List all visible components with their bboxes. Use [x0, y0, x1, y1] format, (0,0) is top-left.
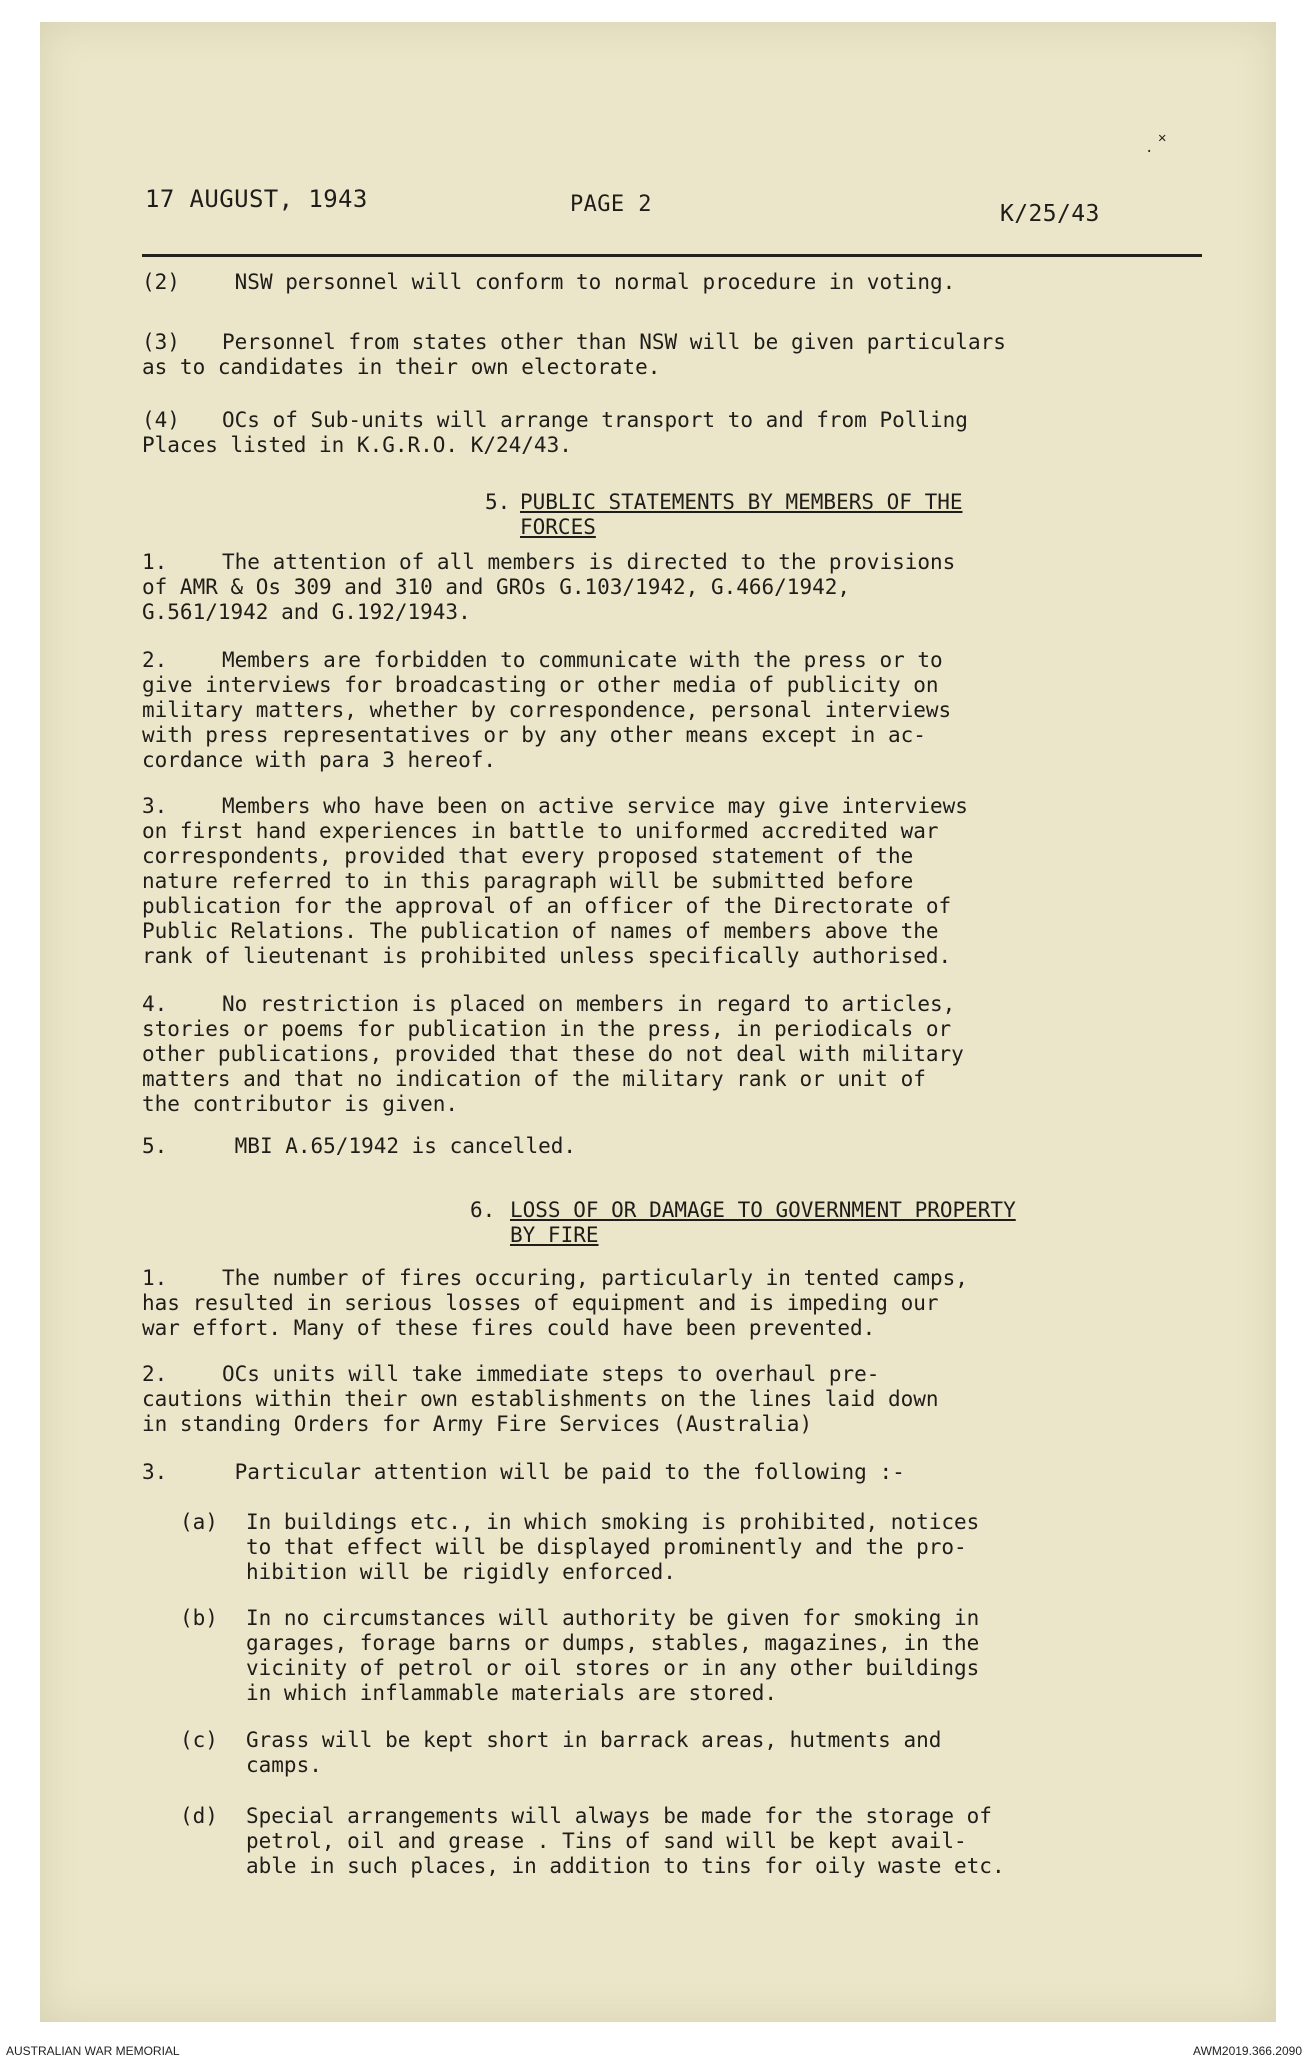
para-number: 4.	[142, 992, 168, 1016]
subitem-text: to that effect will be displayed prominently and the pro-	[246, 1535, 967, 1559]
subitem-number: (c)	[180, 1728, 218, 1752]
archive-footer	[0, 2038, 1308, 2061]
para-text: OCs units will take immediate steps to overhaul pre-	[222, 1362, 880, 1386]
para-text: war effort. Many of these fires could have been prevented.	[142, 1316, 876, 1340]
item-number: (3)	[142, 330, 180, 354]
para-text: has resulted in serious losses of equipment and is impeding our	[142, 1291, 939, 1315]
subitem-number: (b)	[180, 1606, 218, 1630]
section-5-para-4	[142, 992, 964, 1117]
para-text: the contributor is given.	[142, 1092, 459, 1116]
subitem-a	[180, 1510, 979, 1585]
para-number: 3.	[142, 794, 168, 818]
section-6-para-1	[142, 1266, 968, 1341]
para-text: G.561/1942 and G.192/1943.	[142, 600, 471, 624]
subitem-text: in which inflammable materials are stored.	[246, 1681, 778, 1705]
para-text: of AMR & Os 309 and 310 and GROs G.103/1942, G.466/1942,	[142, 575, 851, 599]
subitem-text: vicinity of petrol or oil stores or in any other buildings	[246, 1656, 980, 1680]
para-text: The attention of all members is directed to the provisions	[222, 550, 956, 574]
para-text: military matters, whether by correspondence, personal interviews	[142, 698, 952, 722]
para-text: other publications, provided that these do not deal with military	[142, 1042, 964, 1066]
section-6-number: 6.	[470, 1198, 496, 1222]
para-text: in standing Orders for Army Fire Services (Australia)	[142, 1412, 813, 1436]
document-page	[40, 22, 1276, 2022]
subitem-number: (a)	[180, 1510, 218, 1534]
subitem-b	[180, 1606, 979, 1706]
para-text: on first hand experiences in battle to uniformed accredited war	[142, 819, 939, 843]
para-text: with press representatives or by any other means except in ac-	[142, 723, 926, 747]
margin-mark: ·	[1145, 144, 1154, 160]
header-rule	[142, 254, 1202, 257]
voting-item-3	[142, 330, 1006, 380]
para-text: Particular attention will be paid to the following :-	[234, 1460, 905, 1484]
para-text: rank of lieutenant is prohibited unless specifically authorised.	[142, 944, 952, 968]
archive-id: AWM2019.366.2090	[1193, 2044, 1302, 2058]
subitem-c	[180, 1728, 941, 1778]
section-6-title-line-2: BY FIRE	[510, 1223, 599, 1247]
para-text: Members who have been on active service may give interviews	[222, 794, 968, 818]
para-text: Public Relations. The publication of names of members above the	[142, 919, 939, 943]
item-number: (4)	[142, 408, 180, 432]
para-text: matters and that no indication of the military rank or unit of	[142, 1067, 926, 1091]
archive-name: AUSTRALIAN WAR MEMORIAL	[6, 2044, 180, 2058]
para-text: The number of fires occuring, particularly in tented camps,	[222, 1266, 968, 1290]
para-number: 1.	[142, 550, 168, 574]
para-text: nature referred to in this paragraph will be submitted before	[142, 869, 914, 893]
para-text: MBI A.65/1942 is cancelled.	[234, 1134, 577, 1158]
item-text: OCs of Sub-units will arrange transport to and from Polling	[222, 408, 968, 432]
section-5-number: 5.	[485, 490, 511, 514]
para-text: No restriction is placed on members in regard to articles,	[222, 992, 956, 1016]
section-5-para-2	[142, 648, 951, 773]
section-5-para-3	[142, 794, 968, 969]
voting-item-4	[142, 408, 968, 458]
subitem-d	[180, 1804, 1005, 1879]
para-text: publication for the approval of an officer of the Directorate of	[142, 894, 952, 918]
item-text: NSW personnel will conform to normal procedure in voting.	[234, 270, 956, 294]
subitem-text: Grass will be kept short in barrack areas, hutments and	[246, 1728, 942, 1752]
subitem-text: garages, forage barns or dumps, stables, magazines, in the	[246, 1631, 980, 1655]
section-6-para-3	[142, 1460, 905, 1485]
para-number: 3.	[142, 1460, 168, 1484]
section-6-title-line-1: LOSS OF OR DAMAGE TO GOVERNMENT PROPERTY	[510, 1198, 1016, 1222]
subitem-text: petrol, oil and grease . Tins of sand will be kept avail-	[246, 1829, 967, 1853]
para-number: 5.	[142, 1134, 168, 1158]
voting-item-2	[142, 270, 955, 295]
document-reference: K/25/43	[1000, 201, 1100, 227]
para-text: correspondents, provided that every proposed statement of the	[142, 844, 914, 868]
item-text: as to candidates in their own electorate.	[142, 355, 661, 379]
section-5-para-1	[142, 550, 955, 625]
para-text: stories or poems for publication in the press, in periodicals or	[142, 1017, 952, 1041]
margin-mark: ✕	[1158, 130, 1167, 146]
subitem-text: In no circumstances will authority be given for smoking in	[246, 1606, 980, 1630]
section-5-para-5	[142, 1134, 576, 1159]
section-5-title-line-2: FORCES	[520, 515, 596, 539]
subitem-text: hibition will be rigidly enforced.	[246, 1560, 676, 1584]
item-text: Personnel from states other than NSW will be given particulars	[222, 330, 1006, 354]
para-text: cordance with para 3 hereof.	[142, 748, 497, 772]
subitem-number: (d)	[180, 1804, 218, 1828]
section-6-para-2	[142, 1362, 939, 1437]
subitem-text: able in such places, in addition to tins for oily waste etc.	[246, 1854, 1005, 1878]
subitem-text: camps.	[246, 1753, 322, 1777]
para-text: give interviews for broadcasting or other media of publicity on	[142, 673, 939, 697]
para-number: 2.	[142, 1362, 168, 1386]
para-number: 1.	[142, 1266, 168, 1290]
para-number: 2.	[142, 648, 168, 672]
subitem-text: In buildings etc., in which smoking is prohibited, notices	[246, 1510, 980, 1534]
section-5-title-line-1: PUBLIC STATEMENTS BY MEMBERS OF THE	[520, 490, 963, 514]
page-number: PAGE 2	[570, 192, 652, 217]
para-text: cautions within their own establishments on the lines laid down	[142, 1387, 939, 1411]
para-text: Members are forbidden to communicate with the press or to	[222, 648, 943, 672]
subitem-text: Special arrangements will always be made for the storage of	[246, 1804, 992, 1828]
item-number: (2)	[142, 270, 180, 294]
document-date: 17 AUGUST, 1943	[145, 185, 368, 213]
item-text: Places listed in K.G.R.O. K/24/43.	[142, 433, 572, 457]
